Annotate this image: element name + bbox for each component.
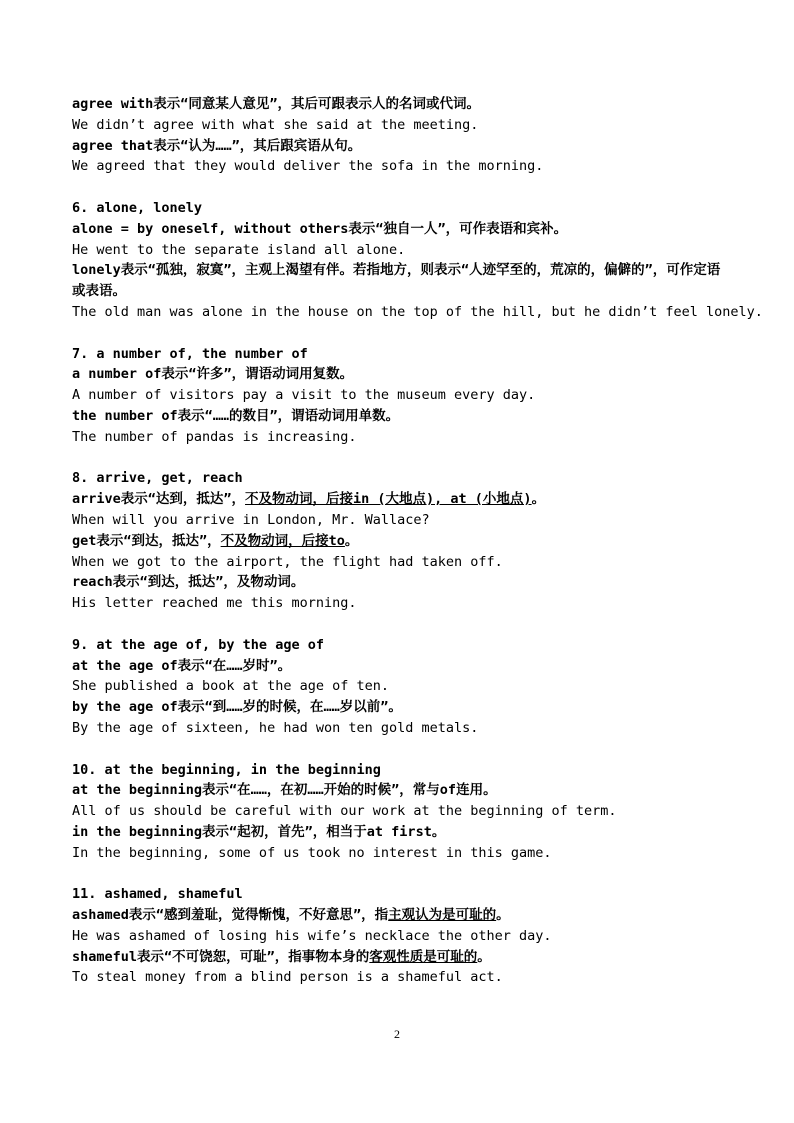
spacer	[72, 739, 732, 760]
s7-title: 7. a number of, the number of	[72, 345, 308, 362]
s11-line-2	[72, 947, 732, 968]
s5-example-1: We didn’t agree with what she said at the meeting.	[72, 116, 479, 133]
s10-line-1: at the beginning表示“在……，在初……开始的时候”，常与of连用。	[72, 782, 497, 799]
s6-title: 6. alone, lonely	[72, 199, 203, 216]
s8-line-3: reach表示“到达，抵达”，及物动词。	[72, 574, 305, 591]
s9-example-1: She published a book at the age of ten.	[72, 678, 389, 695]
s8-line-1-a: arrive表示“达到，抵达”，	[72, 491, 246, 508]
document-body	[72, 94, 763, 988]
spacer	[72, 448, 732, 469]
s7-line-2: the number of表示“……的数目”，谓语动词用单数。	[72, 407, 400, 424]
s10-example-2: In the beginning, some of us took no interest in this game.	[72, 844, 552, 861]
s8-title: 8. arrive, get, reach	[72, 470, 243, 487]
s7-line-1: a number of表示“许多”，谓语动词用复数。	[72, 366, 354, 383]
s11-example-2: To steal money from a blind person is a shameful act.	[72, 969, 503, 986]
s11-line-2-underlined: 客观性质是可耻的	[369, 948, 478, 965]
s5-line-1: agree with表示“同意某人意见”，其后可跟表示人的名词或代词。	[72, 96, 481, 112]
s8-line-1-c: 。	[531, 491, 546, 508]
spacer	[72, 177, 732, 198]
s11-title: 11. ashamed, shameful	[72, 886, 243, 903]
s9-line-1: at the age of表示“在……岁时”。	[72, 657, 292, 674]
s10-line-2: in the beginning表示“起初，首先”，相当于at first。	[72, 823, 446, 840]
s9-line-2: by the age of表示“到……岁的时候，在……岁以前”。	[72, 699, 402, 716]
s11-line-2-a: shameful表示“不可饶恕，可耻”，指事物本身的	[72, 948, 370, 965]
s8-line-2-c: 。	[344, 532, 359, 549]
spacer	[72, 614, 732, 635]
s9-title: 9. at the age of, by the age of	[72, 636, 324, 653]
s8-line-2-underlined: 不及物动词，后接to	[220, 532, 345, 549]
s11-line-1-a: ashamed表示“感到羞耻，觉得惭愧，不好意思”，指	[72, 907, 389, 924]
s6-example-1: He went to the separate island all alone.	[72, 241, 406, 258]
s11-line-1-c: 。	[496, 907, 510, 924]
s8-example-2: When we got to the airport, the flight had taken off.	[72, 553, 503, 570]
s11-line-1	[72, 905, 732, 926]
s7-example-1: A number of visitors pay a visit to the museum every day.	[72, 387, 536, 404]
s8-example-3: His letter reached me this morning.	[72, 595, 357, 612]
s10-title: 10. at the beginning, in the beginning	[72, 761, 381, 778]
s11-line-2-c: 。	[477, 948, 491, 965]
s5-example-2: We agreed that they would deliver the sofa in the morning.	[72, 158, 544, 175]
s10-example-1: All of us should be careful with our work at the beginning of term.	[72, 803, 617, 820]
s11-example-1: He was ashamed of losing his wife’s necklace the other day.	[72, 927, 552, 944]
s7-example-2: The number of pandas is increasing.	[72, 428, 357, 445]
s8-line-2	[72, 531, 732, 552]
s8-line-1-underlined: 不及物动词，后接in (大地点), at (小地点)	[245, 491, 532, 508]
spacer	[72, 863, 732, 884]
s6-line-1: alone = by oneself, without others表示“独自一人”，可作表语和宾补。	[72, 220, 568, 237]
page-number: 2	[394, 1027, 400, 1041]
s6-example-2: The old man was alone in the house on the top of the hill, but he didn’t feel lonely.	[72, 303, 763, 320]
s9-example-2: By the age of sixteen, he had won ten gold metals.	[72, 719, 479, 736]
s8-line-2-a: get表示“到达，抵达”，	[72, 532, 221, 549]
s5-line-2: agree that表示“认为……”，其后跟宾语从句。	[72, 137, 362, 154]
s8-line-1	[72, 489, 732, 510]
s11-line-1-underlined: 主观认为是可耻的	[388, 907, 497, 924]
spacer	[72, 323, 732, 344]
s6-line-2: lonely表示“孤独，寂寞”，主观上渴望有伴。若指地方，则表示“人迹罕至的，荒凉的，偏僻的”，可作定语或表语。	[72, 262, 721, 300]
s8-example-1: When will you arrive in London, Mr. Wallace?	[72, 511, 430, 528]
